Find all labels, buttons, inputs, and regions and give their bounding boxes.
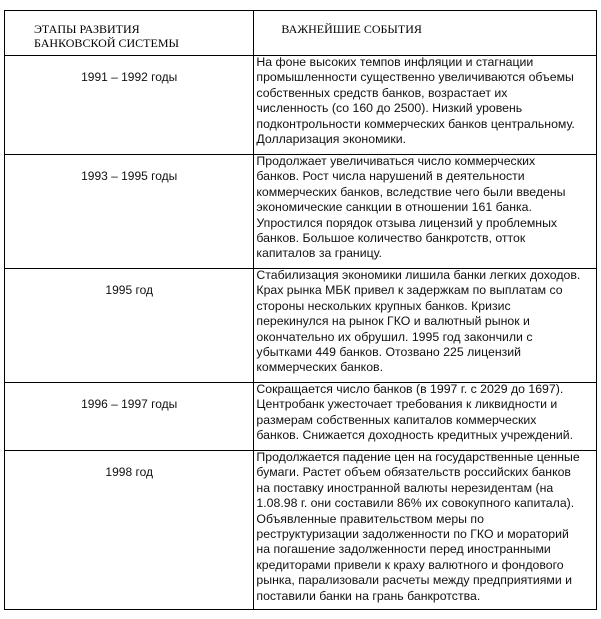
header-stages-label: ЭТАПЫ РАЗВИТИЯ БАНКОВСКОЙ СИСТЕМЫ <box>34 22 179 50</box>
table-row <box>5 56 597 155</box>
table-row <box>5 451 597 610</box>
events-text: Продолжает увеличиваться число коммерческих банков. Рост числа нарушений в деятельности коммерческих банков, вследствие чего были введены экономические санкции в отношении 161 банка. Упростился порядок отзыва лицензий у проблемных банков. Большое количество банкротств, отток капиталов за границу. <box>256 154 566 261</box>
period-label: 1991 – 1992 годы <box>81 70 178 84</box>
events-text: Стабилизация экономики лишила банки легких доходов. Крах рынка МБК привел к задержкам по выплатам со стороны нескольких крупных банков. Кризис перекинулся на рынок ГКО и валютный рынок и окончательно их обрушил. 1995 год закончили с убытками 449 банков. Отозвано 225 лицензий коммерческих банков. <box>256 268 581 375</box>
period-label: 1995 год <box>105 283 153 297</box>
period-label: 1993 – 1995 годы <box>81 169 178 183</box>
events-cell <box>254 155 597 269</box>
period-cell <box>5 383 254 451</box>
table-row <box>5 383 597 451</box>
events-cell <box>254 269 597 383</box>
period-cell <box>5 451 254 610</box>
header-cell-stages <box>5 11 254 56</box>
events-cell <box>254 451 597 610</box>
period-label: 1996 – 1997 годы <box>81 397 178 411</box>
events-cell <box>254 383 597 451</box>
events-cell <box>254 56 597 155</box>
events-text: На фоне высоких темпов инфляции и стагнации промышленности существенно увеличиваются объемы собственных средств банков, возрастает их численность (со 160 до 2500). Низкий уровень подконтрольности коммерческих банков центральному. Долларизация экономики. <box>256 55 575 147</box>
period-cell <box>5 155 254 269</box>
header-cell-events <box>254 11 597 56</box>
banking-stages-table <box>4 10 597 610</box>
period-cell <box>5 269 254 383</box>
table-row <box>5 155 597 269</box>
table-header-row <box>5 11 597 56</box>
events-text: Сокращается число банков (в 1997 г. с 2029 до 1697). Центробанк ужесточает требования к ликвидности и размерам собственных капиталов коммерческих банков. Снижается доходность кредитных учреждений. <box>256 382 574 443</box>
table-row <box>5 269 597 383</box>
period-cell <box>5 56 254 155</box>
events-text: Продолжается падение цен на государственные ценные бумаги. Растет объем обязательств российских банков на поставку иностранной валюты нерезидентам (на 1.08.98 г. они составили 86% их совокупного капитала). Объявленные правительством меры по реструктуризации задолженности по ГКО и мораторий на погашение задолженности перед иностранными кредиторами привели к краху валютного и фондового рынка, парализовали расчеты между предприятиями и поставили банки на грань банкротства. <box>256 450 580 603</box>
period-label: 1998 год <box>105 465 153 479</box>
header-events-label: ВАЖНЕЙШИЕ СОБЫТИЯ <box>281 22 422 36</box>
